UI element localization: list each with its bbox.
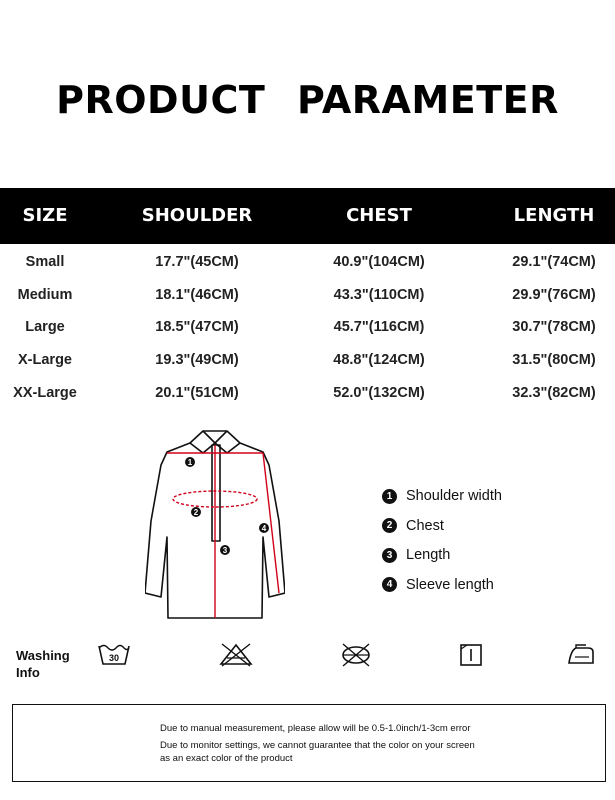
cell-length: 31.5"(80CM) — [512, 352, 596, 369]
header-chest: CHEST — [346, 205, 412, 226]
legend-item — [382, 486, 502, 516]
washing-label-line: Washing — [16, 648, 70, 663]
cell-chest: 45.7"(116CM) — [333, 319, 425, 336]
legend-number: 2 — [382, 518, 397, 533]
do-not-tumble-dry-icon — [338, 642, 374, 668]
legend-item — [382, 545, 502, 575]
legend-label: Shoulder width — [406, 488, 502, 505]
cell-chest: 52.0"(132CM) — [333, 384, 425, 401]
page-title: PRODUCT PARAMETER — [56, 78, 559, 122]
cell-length: 32.3"(82CM) — [512, 384, 596, 401]
measurement-notice — [12, 704, 606, 782]
table-row — [0, 283, 615, 316]
notice-line: Due to manual measurement, please allow will be 0.5-1.0inch/1-3cm error — [160, 723, 471, 734]
cell-chest: 48.8"(124CM) — [333, 352, 425, 369]
legend-number: 3 — [382, 548, 397, 563]
cell-length: 29.9"(76CM) — [512, 286, 596, 303]
table-row — [0, 381, 615, 414]
wash-temperature: 30 — [108, 653, 120, 663]
cell-length: 29.1"(74CM) — [512, 254, 596, 270]
table-row — [0, 250, 615, 283]
cell-length: 30.7"(78CM) — [512, 319, 596, 336]
cell-size: XX-Large — [13, 384, 77, 401]
legend-item — [382, 575, 502, 605]
size-table-header — [0, 188, 615, 244]
notice-line: as an exact color of the product — [160, 753, 293, 764]
legend-item — [382, 516, 502, 546]
cell-size: Medium — [17, 286, 73, 303]
table-row — [0, 315, 615, 348]
cell-size: Large — [25, 319, 65, 336]
notice-line: Due to monitor settings, we cannot guarantee that the color on your screen — [160, 740, 475, 751]
table-row — [0, 348, 615, 381]
measurement-legend — [382, 486, 502, 604]
washing-info-label — [16, 647, 70, 681]
garment-measurement-diagram — [145, 425, 285, 630]
marker-4: 4 — [261, 524, 267, 533]
header-length: LENGTH — [513, 205, 595, 226]
cell-chest: 40.9"(104CM) — [333, 254, 425, 270]
size-table-body — [0, 250, 615, 413]
cell-shoulder: 17.7"(45CM) — [155, 254, 239, 270]
marker-3: 3 — [222, 546, 228, 555]
iron-icon — [566, 642, 596, 668]
marker-1: 1 — [187, 458, 193, 467]
marker-2: 2 — [193, 508, 199, 517]
cell-shoulder: 18.5"(47CM) — [155, 319, 239, 336]
legend-label: Length — [406, 547, 451, 564]
cell-shoulder: 20.1"(51CM) — [155, 384, 239, 401]
line-dry-icon — [458, 642, 484, 668]
header-shoulder: SHOULDER — [141, 205, 253, 226]
cell-shoulder: 19.3"(49CM) — [155, 352, 239, 369]
cell-chest: 43.3"(110CM) — [333, 286, 425, 303]
do-not-bleach-icon — [218, 642, 254, 668]
header-size: SIZE — [22, 205, 68, 226]
legend-number: 1 — [382, 489, 397, 504]
legend-label: Chest — [406, 517, 444, 534]
legend-label: Sleeve length — [406, 576, 494, 593]
wash-30-icon — [96, 642, 132, 668]
legend-number: 4 — [382, 577, 397, 592]
washing-label-line: Info — [16, 665, 40, 680]
cell-shoulder: 18.1"(46CM) — [155, 286, 239, 303]
cell-size: X-Large — [18, 352, 72, 369]
cell-size: Small — [25, 254, 65, 270]
